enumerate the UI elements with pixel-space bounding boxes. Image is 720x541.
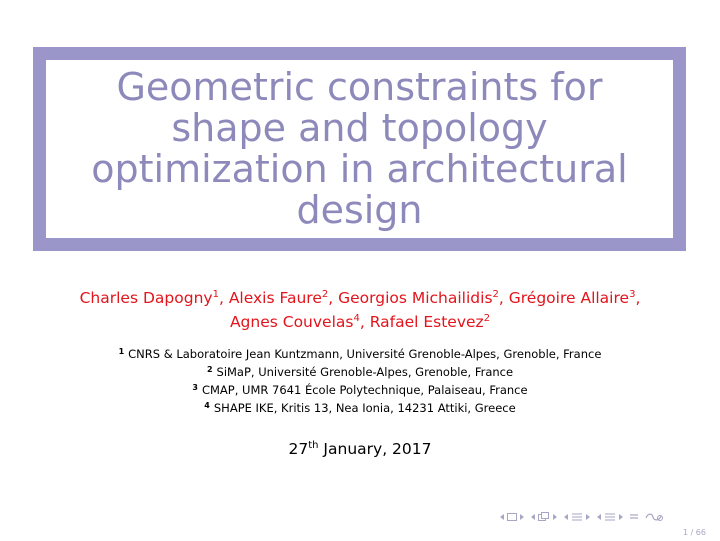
nav-frame-right-icon[interactable] xyxy=(519,513,525,521)
date-suffix: th xyxy=(308,439,319,451)
nav-section-group xyxy=(563,512,591,522)
presentation-date xyxy=(0,440,720,458)
affiliation-item xyxy=(0,398,720,416)
author-list xyxy=(0,286,720,334)
nav-subsection-left-icon[interactable] xyxy=(530,513,536,521)
author-separator: , xyxy=(328,289,339,307)
nav-section-icon[interactable] xyxy=(571,512,583,522)
date-rest: January, 2017 xyxy=(318,440,432,458)
author-separator: , xyxy=(218,289,229,307)
author-name: Rafael Estevez xyxy=(369,313,484,331)
affiliation-item xyxy=(0,380,720,398)
author-name: Charles Dapogny xyxy=(79,289,213,307)
nav-subsection-right-icon[interactable] xyxy=(552,513,558,521)
nav-subsection-icon[interactable] xyxy=(538,512,550,522)
nav-frame-icon[interactable] xyxy=(507,513,517,521)
nav-frame-left-icon[interactable] xyxy=(499,513,505,521)
nav-section-left-icon[interactable] xyxy=(563,513,569,521)
author-line xyxy=(0,286,720,310)
nav-document-group xyxy=(596,512,624,522)
author-affiliation-mark: 4 xyxy=(353,312,360,324)
author-name: Agnes Couvelas xyxy=(229,313,354,331)
title-line: design xyxy=(296,188,423,232)
affiliation-number: 4 xyxy=(204,401,210,410)
affiliation-text: CMAP, UMR 7641 École Polytechnique, Palaiseau, France xyxy=(201,383,528,397)
title-frame xyxy=(33,47,686,251)
title-line: Geometric constraints for xyxy=(116,65,603,109)
author-name: Alexis Faure xyxy=(228,289,322,307)
author-affiliation-mark: 3 xyxy=(629,288,636,300)
affiliation-text: SiMaP, Université Grenoble-Alpes, Grenoble, France xyxy=(216,365,514,379)
author-separator: , xyxy=(635,289,641,307)
slide-title xyxy=(91,67,627,231)
nav-document-right-icon[interactable] xyxy=(618,513,624,521)
author-line xyxy=(0,310,720,334)
author-affiliation-mark: 2 xyxy=(483,312,491,324)
nav-document-icon[interactable] xyxy=(604,512,616,522)
author-name: Grégoire Allaire xyxy=(508,289,630,307)
author-separator: , xyxy=(498,289,509,307)
nav-document-left-icon[interactable] xyxy=(596,513,602,521)
nav-search-icon[interactable] xyxy=(644,512,664,522)
affiliation-text: CNRS & Laboratoire Jean Kuntzmann, Université Grenoble-Alpes, Grenoble, France xyxy=(128,347,602,361)
date-day: 27 xyxy=(288,440,309,458)
nav-subsection-group xyxy=(530,512,558,522)
affiliation-item xyxy=(0,344,720,362)
nav-align-icon[interactable] xyxy=(629,512,639,522)
author-affiliation-mark: 2 xyxy=(492,288,499,300)
page-number: 1 / 66 xyxy=(682,528,706,537)
affiliation-list xyxy=(0,344,720,416)
author-separator: , xyxy=(359,313,370,331)
affiliation-item xyxy=(0,362,720,380)
title-line: optimization in architectural xyxy=(91,147,628,191)
affiliation-number: 3 xyxy=(192,383,198,392)
author-affiliation-mark: 2 xyxy=(321,288,329,300)
title-line: shape and topology xyxy=(171,106,548,150)
author-name: Georgios Michailidis xyxy=(338,289,493,307)
beamer-navigation-bar xyxy=(499,512,664,522)
author-affiliation-mark: 1 xyxy=(212,288,219,300)
affiliation-text: SHAPE IKE, Kritis 13, Nea Ionia, 14231 Attiki, Greece xyxy=(213,401,516,415)
nav-section-right-icon[interactable] xyxy=(585,513,591,521)
affiliation-number: 1 xyxy=(118,347,125,356)
nav-frame-group xyxy=(499,513,525,521)
affiliation-number: 2 xyxy=(206,365,213,374)
